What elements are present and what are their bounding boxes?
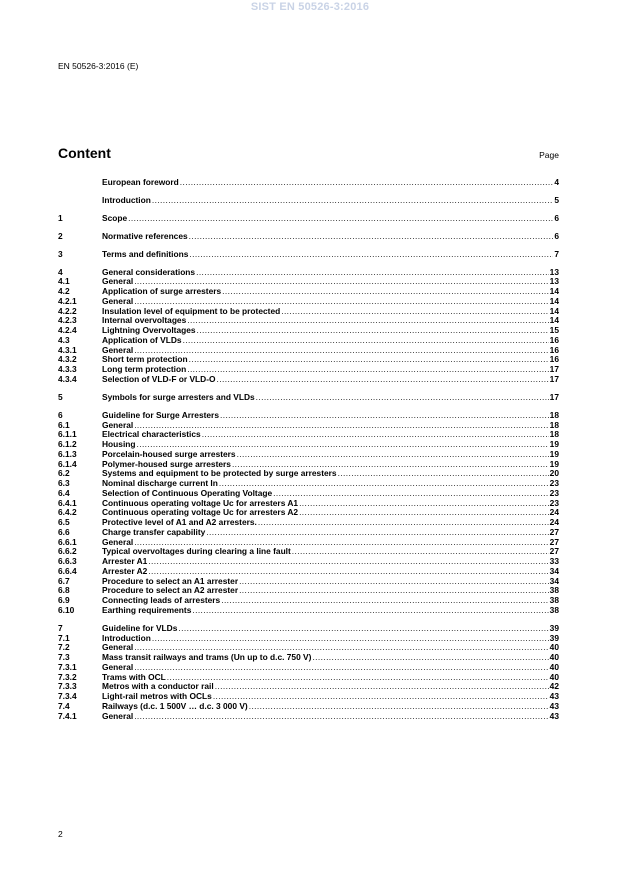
toc-entry-number: 4.1: [58, 276, 70, 287]
toc-entry-number: 6.6.4: [58, 565, 77, 576]
toc-dot-leader: [180, 178, 554, 188]
toc-entry-number: 3: [58, 248, 63, 259]
toc-dot-leader: [217, 375, 549, 385]
toc-dot-leader: [239, 577, 549, 587]
toc-entry-page: 16: [549, 344, 559, 355]
toc-entry-number: 4.2.3: [58, 315, 77, 326]
toc-entry[interactable]: [58, 634, 559, 644]
toc-entry-page: 38: [549, 585, 559, 596]
toc-entry-title: General: [102, 536, 134, 547]
toc-entry-page: 18: [549, 409, 559, 420]
toc-entry-page: 42: [549, 681, 559, 692]
toc-entry-title: Guideline for Surge Arresters: [102, 409, 219, 420]
toc-dot-leader: [187, 365, 548, 375]
toc-entry-page: 33: [549, 556, 559, 567]
toc-entry-number: 4.3.3: [58, 364, 77, 375]
toc-dot-leader: [292, 547, 549, 557]
toc-entry-number: 6.1: [58, 419, 70, 430]
toc-entry-number: 4.2.2: [58, 305, 77, 316]
toc-entry-page: 34: [549, 575, 559, 586]
toc-entry-number: 4: [58, 266, 63, 277]
toc-entry-page: 7: [554, 248, 559, 259]
toc-entry[interactable]: [58, 393, 559, 403]
toc-entry-title: Housing: [102, 439, 136, 450]
toc-entry-number: 6.1.4: [58, 458, 77, 469]
document-id: EN 50526-3:2016 (E): [58, 61, 139, 71]
toc-entry-page: 13: [549, 276, 559, 287]
toc-dot-leader: [192, 606, 548, 616]
toc-entry[interactable]: [58, 411, 559, 421]
toc-dot-leader: [187, 316, 548, 326]
toc-dot-leader: [220, 411, 549, 421]
toc-entry-page: 43: [549, 700, 559, 711]
toc-entry[interactable]: [58, 702, 559, 712]
toc-entry-page: 19: [549, 448, 559, 459]
toc-entry-number: 6.6.2: [58, 546, 77, 557]
toc-dot-leader: [222, 287, 549, 297]
toc-dot-leader: [189, 232, 554, 242]
toc-dot-leader: [299, 499, 549, 509]
toc-entry-page: 16: [549, 354, 559, 365]
toc-dot-leader: [178, 624, 548, 634]
toc-entry-title: Nominal discharge current In: [102, 478, 218, 489]
toc-entry-number: 4.2.1: [58, 295, 77, 306]
toc-dot-leader: [128, 214, 553, 224]
toc-entry-page: 40: [549, 661, 559, 672]
toc-entry[interactable]: [58, 250, 559, 260]
toc-entry-title: Electrical characteristics: [102, 429, 201, 440]
toc-entry-number: 6.8: [58, 585, 70, 596]
toc-entry-page: 23: [549, 497, 559, 508]
toc-entry-page: 15: [549, 325, 559, 336]
toc-dot-leader: [249, 702, 549, 712]
toc-entry-title: Introduction: [102, 632, 151, 643]
toc-entry-page: 14: [549, 286, 559, 297]
toc-entry-number: 7: [58, 622, 63, 633]
toc-entry-title: Arrester A2: [102, 565, 148, 576]
toc-entry-page: 39: [549, 632, 559, 643]
toc-dot-leader: [134, 663, 548, 673]
toc-entry-page: 34: [549, 565, 559, 576]
toc-entry-title: General: [102, 295, 134, 306]
watermark: SIST EN 50526-3:2016: [250, 1, 370, 13]
toc-entry-title: Connecting leads of arresters: [102, 595, 221, 606]
toc-dot-leader: [213, 692, 549, 702]
toc-entry-title: Application of surge arresters: [102, 286, 222, 297]
toc-entry-title: Railways (d.c. 1 500V … d.c. 3 000 V): [102, 700, 248, 711]
toc-entry-number: 6.2: [58, 468, 70, 479]
toc-entry-number: 4.2.4: [58, 325, 77, 336]
toc-entry-page: 19: [549, 439, 559, 450]
toc-entry-title: Charge transfer capability: [102, 526, 206, 537]
toc-dot-leader: [152, 196, 553, 206]
table-of-contents: [58, 178, 559, 721]
toc-entry[interactable]: [58, 268, 559, 278]
toc-entry-page: 27: [549, 546, 559, 557]
toc-entry-title: Continuous operating voltage Uc for arresters A2: [102, 507, 299, 518]
toc-entry-page: 40: [549, 671, 559, 682]
toc-entry-number: 6.1.3: [58, 448, 77, 459]
toc-dot-leader: [256, 393, 549, 403]
toc-entry[interactable]: [58, 336, 559, 346]
toc-entry-page: 24: [549, 507, 559, 518]
toc-dot-leader: [167, 673, 549, 683]
toc-dot-leader: [197, 326, 549, 336]
toc-entry-title: Application of VLDs: [102, 334, 182, 345]
toc-entry-title: Trams with OCL: [102, 671, 166, 682]
toc-entry-page: 40: [549, 642, 559, 653]
toc-entry-title: General: [102, 276, 134, 287]
toc-entry-number: 6.4.2: [58, 507, 77, 518]
toc-dot-leader: [206, 528, 548, 538]
toc-dot-leader: [189, 355, 549, 365]
toc-dot-leader: [299, 508, 549, 518]
toc-entry-number: 2: [58, 230, 63, 241]
toc-entry-number: 6.6.3: [58, 556, 77, 567]
toc-entry-page: 4: [554, 177, 559, 187]
page-number: 2: [58, 829, 63, 839]
toc-entry-number: 5: [58, 391, 63, 402]
toc-title: Content: [58, 145, 111, 161]
toc-entry-page: 14: [549, 295, 559, 306]
toc-entry-number: 4.3.4: [58, 373, 77, 384]
toc-entry-page: 6: [554, 230, 559, 241]
toc-entry-page: 40: [549, 652, 559, 662]
toc-entry-number: 4.3.1: [58, 344, 77, 355]
toc-dot-leader: [134, 712, 548, 722]
toc-entry-title: Scope: [102, 212, 128, 223]
toc-entry-page: 27: [549, 536, 559, 547]
toc-entry-page: 43: [549, 691, 559, 701]
toc-entry[interactable]: [58, 232, 559, 242]
toc-entry-number: 6.6: [58, 526, 70, 537]
toc-entry-page: 18: [549, 429, 559, 440]
toc-entry-page: 5: [554, 194, 559, 205]
toc-entry-page: 38: [549, 595, 559, 606]
toc-dot-leader: [273, 489, 549, 499]
toc-entry-title: Symbols for surge arresters and VLDs: [102, 391, 255, 402]
toc-entry-number: 6.5: [58, 517, 70, 528]
toc-entry-number: 4.3: [58, 334, 70, 345]
toc-entry-number: 7.3.4: [58, 691, 77, 701]
toc-entry-title: Porcelain-housed surge arresters: [102, 448, 236, 459]
toc-entry-number: 6.6.1: [58, 536, 77, 547]
toc-entry-page: 13: [549, 266, 559, 277]
toc-entry-title: Insulation level of equipment to be protected: [102, 305, 281, 316]
toc-entry-page: 43: [549, 710, 559, 721]
toc-entry-page: 23: [549, 478, 559, 489]
toc-dot-leader: [134, 346, 548, 356]
toc-entry-page: 14: [549, 305, 559, 316]
toc-entry-title: Arrester A1: [102, 556, 148, 567]
toc-dot-leader: [148, 557, 548, 567]
toc-entry-title: General: [102, 642, 134, 653]
toc-entry-number: 6.3: [58, 478, 70, 489]
toc-entry-page: 17: [549, 373, 559, 384]
toc-entry-number: 4.3.2: [58, 354, 77, 365]
toc-entry-page: 27: [549, 526, 559, 537]
toc-entry-number: 7.3.1: [58, 661, 77, 672]
toc-entry-title: Normative references: [102, 230, 188, 241]
toc-entry-page: 39: [549, 622, 559, 633]
toc-entry-title: General: [102, 419, 134, 430]
toc-entry-title: Polymer-housed surge arresters: [102, 458, 231, 469]
toc-entry-title: Light-rail metros with OCLs: [102, 691, 212, 701]
toc-entry-number: 7.1: [58, 632, 70, 643]
toc-entry[interactable]: [58, 375, 559, 385]
toc-entry-number: 6.4: [58, 487, 70, 498]
toc-entry-title: Protective level of A1 and A2 arresters.: [102, 517, 257, 528]
toc-dot-leader: [237, 450, 549, 460]
toc-dot-leader: [152, 634, 549, 644]
toc-dot-leader: [183, 336, 549, 346]
toc-entry-page: 24: [549, 517, 559, 528]
toc-entry-title: Systems and equipment to be protected by surge arresters: [102, 468, 337, 479]
toc-dot-leader: [196, 268, 549, 278]
toc-entry-number: 7.3.3: [58, 681, 77, 692]
toc-entry-number: 6.4.1: [58, 497, 77, 508]
toc-entry-number: 7.2: [58, 642, 70, 653]
toc-entry-page: 6: [554, 212, 559, 223]
toc-dot-leader: [215, 682, 549, 692]
toc-dot-leader: [221, 596, 548, 606]
toc-entry-title: Typical overvoltages during clearing a line fault: [102, 546, 291, 557]
toc-dot-leader: [189, 250, 553, 260]
toc-entry-page: 16: [549, 334, 559, 345]
toc-entry-page: 18: [549, 419, 559, 430]
toc-entry-title: European foreword: [102, 177, 179, 187]
toc-dot-leader: [239, 586, 549, 596]
toc-entry-page: 17: [549, 391, 559, 402]
toc-entry-title: Metros with a conductor rail: [102, 681, 214, 692]
toc-entry-number: 6: [58, 409, 63, 420]
page-column-label: Page: [539, 150, 559, 160]
toc-entry-page: 23: [549, 487, 559, 498]
toc-entry-number: 6.10: [58, 604, 75, 615]
toc-entry-title: Long term protection: [102, 364, 187, 375]
toc-entry[interactable]: [58, 214, 559, 224]
toc-dot-leader: [312, 653, 548, 663]
toc-entry[interactable]: [58, 196, 559, 206]
toc-entry-number: 6.9: [58, 595, 70, 606]
toc-entry[interactable]: [58, 606, 559, 616]
toc-entry[interactable]: [58, 712, 559, 722]
toc-entry-number: 7.3.2: [58, 671, 77, 682]
toc-entry-page: 20: [549, 468, 559, 479]
toc-entry-number: 6.7: [58, 575, 70, 586]
toc-entry-title: Selection of VLD-F or VLD-O: [102, 373, 216, 384]
toc-entry-title: Continuous operating voltage Uc for arresters A1: [102, 497, 299, 508]
toc-entry-title: Mass transit railways and trams (Un up to d.c. 750 V): [102, 652, 312, 662]
toc-entry[interactable]: [58, 178, 559, 188]
toc-entry-title: Terms and definitions: [102, 248, 189, 259]
toc-entry-number: 6.1.2: [58, 439, 77, 450]
toc-entry-title: General: [102, 344, 134, 355]
toc-entry-title: Procedure to select an A2 arrester: [102, 585, 239, 596]
toc-entry-number: 7.4: [58, 700, 70, 711]
toc-entry-title: General: [102, 710, 134, 721]
toc-entry-number: 6.1.1: [58, 429, 77, 440]
toc-entry-page: 38: [549, 604, 559, 615]
toc-entry-title: Lightning Overvoltages: [102, 325, 196, 336]
toc-entry-page: 14: [549, 315, 559, 326]
toc-dot-leader: [338, 469, 549, 479]
toc-entry[interactable]: [58, 653, 559, 663]
toc-entry-title: General: [102, 661, 134, 672]
toc-dot-leader: [258, 518, 549, 528]
toc-entry-title: Guideline for VLDs: [102, 622, 178, 633]
toc-entry-title: General considerations: [102, 266, 196, 277]
toc-entry-title: Earthing requirements: [102, 604, 192, 615]
toc-entry-title: Introduction: [102, 194, 151, 205]
toc-entry-number: 7.4.1: [58, 710, 77, 721]
toc-entry[interactable]: [58, 528, 559, 538]
toc-entry[interactable]: [58, 287, 559, 297]
toc-entry-page: 19: [549, 458, 559, 469]
toc-entry-title: Selection of Continuous Operating Voltage: [102, 487, 273, 498]
toc-entry-title: Short term protection: [102, 354, 188, 365]
toc-entry-title: Procedure to select an A1 arrester: [102, 575, 239, 586]
toc-entry-number: 1: [58, 212, 63, 223]
toc-entry-number: 7.3: [58, 652, 70, 662]
toc-dot-leader: [202, 430, 549, 440]
toc-entry-page: 17: [549, 364, 559, 375]
toc-dot-leader: [281, 307, 548, 317]
toc-entry-number: 4.2: [58, 286, 70, 297]
toc-entry-title: Internal overvoltages: [102, 315, 187, 326]
